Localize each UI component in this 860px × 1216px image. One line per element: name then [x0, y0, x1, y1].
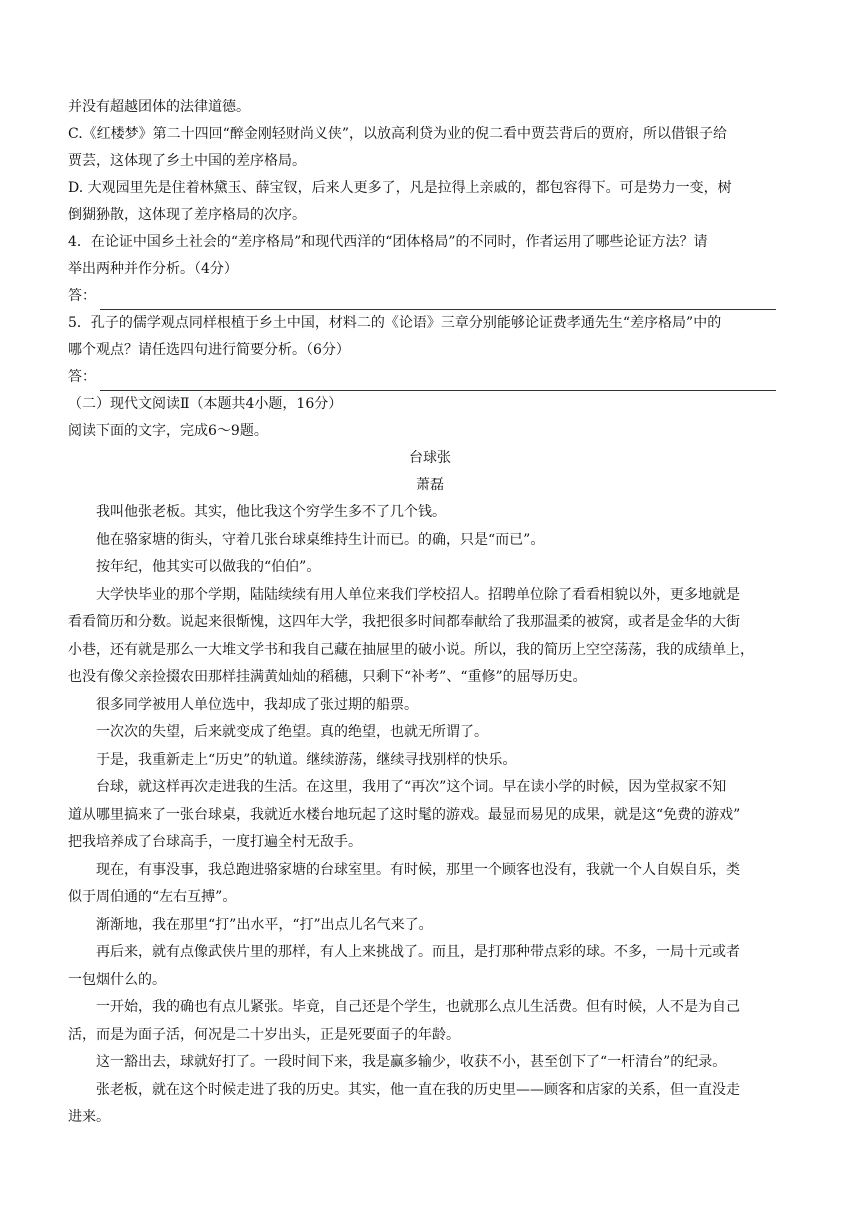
story-line: 一开始，我的确也有点儿紧张。毕竟，自己还是个学生，也就那么点儿生活费。但有时候，人不是为自己: [96, 999, 740, 1015]
story-line: 活，而是为面子活，何况是二十岁出头，正是死要面子的年龄。: [68, 1026, 460, 1043]
story-line: 进来。: [68, 1109, 110, 1125]
question-4: [68, 229, 792, 310]
question-4-text: 举出两种并作分析。（4分）: [68, 261, 238, 277]
story-line: 于是，我重新走上“历史”的轨道。继续游荡，继续寻找别样的快乐。: [96, 751, 517, 768]
story-line: 小巷，还有就是那么一大堆文学书和我自己藏在抽屉里的破小说。所以，我的简历上空空荡荡，我的成绩单上，: [68, 641, 754, 658]
answer-line[interactable]: [68, 283, 792, 310]
story-line: 一次次的失望，后来就变成了绝望。真的绝望，也就无所谓了。: [96, 724, 488, 740]
option-d-line: 倒猢狲散，这体现了差序格局的次序。: [68, 207, 306, 223]
story-author: 萧磊: [416, 477, 444, 493]
story-line: 大学快毕业的那个学期，陆陆续续有用人单位来我们学校招人。招聘单位除了看看相貌以外，更多地就是: [96, 586, 740, 603]
section-header: （二）现代文阅读Ⅱ（本题共4小题，16分）: [68, 396, 343, 412]
story-line: 再后来，就有点像武侠片里的那样，有人上来挑战了。而且，是打那种带点彩的球。不多，一局十元或者: [96, 944, 740, 960]
story-line: 张老板，就在这个时候走进了我的历史。其实，他一直在我的历史里——顾客和店家的关系，但一直没走: [96, 1081, 740, 1098]
answer-underline: [100, 291, 776, 310]
answer-line[interactable]: [68, 364, 792, 391]
story-line: 道从哪里搞来了一张台球桌，我就近水楼台地玩起了这时髦的游戏。最显而易见的成果，就是这“免费的游戏”: [68, 806, 741, 823]
story-line: 按年纪，他其实可以做我的“伯伯”。: [96, 559, 321, 575]
option-c-line: 贾芸，这体现了乡土中国的差序格局。: [68, 153, 306, 169]
question-5-text: 哪个观点？请任选四句进行简要分析。（6分）: [68, 342, 350, 358]
story-line: 他在骆家塘的街头，守着几张台球桌维持生计而已。的确，只是“而已”。: [96, 531, 545, 548]
story-line: 这一豁出去，球就好打了。一段时间下来，我是赢多输少，收获不小，甚至创下了“一杆清台”的纪录。: [96, 1054, 727, 1070]
question-3-options: [68, 94, 792, 229]
story-line: 台球，就这样再次走进我的生活。在这里，我用了“再次”这个词。早在读小学的时候，因为堂叔家不知: [96, 779, 727, 795]
question-4-text: 4．在论证中国乡土社会的“差序格局”和现代西洋的“团体格局”的不同时，作者运用了哪些论证方法？请: [68, 234, 708, 250]
answer-label: 答：: [68, 369, 96, 385]
story-line: 渐渐地，我在那里“打”出水平，“打”出点儿名气来了。: [96, 916, 433, 933]
story-line: 我叫他张老板。其实，他比我这个穷学生多不了几个钱。: [96, 504, 446, 520]
answer-underline: [100, 372, 776, 391]
option-c-line: C.《红楼梦》第二十四回“醉金刚轻财尚义侠”，以放高利贷为业的倪二看中贾芸背后的贾府，所以借银子给: [68, 126, 727, 142]
story-line: 一包烟什么的。: [68, 971, 166, 988]
story-line: 很多同学被用人单位选中，我却成了张过期的船票。: [96, 696, 418, 713]
story-line: 把我培养成了台球高手，一度打遍全村无敌手。: [68, 834, 362, 850]
story-line: 现在，有事没事，我总跑进骆家塘的台球室里。有时候，那里一个顾客也没有，我就一个人自娱自乐，类: [96, 861, 740, 878]
question-5-text: 5．孔子的儒学观点同样根植于乡土中国，材料二的《论语》三章分别能够论证费孝通先生“差序格局”中的: [68, 315, 722, 331]
question-5: [68, 310, 792, 391]
option-d-line: D. 大观园里先是住着林黛玉、薛宝钗，后来人更多了，凡是拉得上亲戚的，都包容得下。可是势力一变，树: [68, 180, 732, 196]
story-line: 似于周伯通的“左右互搏”。: [68, 889, 237, 905]
reading-instruction: 阅读下面的文字，完成6～9题。: [68, 423, 268, 439]
story-line: 看看简历和分数。说起来很惭愧，这四年大学，我把很多时间都奉献给了我那温柔的被窝，或者是金华的大街: [68, 614, 740, 630]
story-body: [68, 499, 792, 1132]
document-page: [68, 94, 792, 1132]
story-title: 台球张: [409, 450, 451, 466]
answer-label: 答：: [68, 288, 96, 304]
text-line: 并没有超越团体的法律道德。: [68, 99, 250, 115]
story-line: 也没有像父亲捡掇农田那样挂满黄灿灿的稻穗，只剩下“补考”、“重修”的屈辱历史。: [68, 669, 587, 685]
